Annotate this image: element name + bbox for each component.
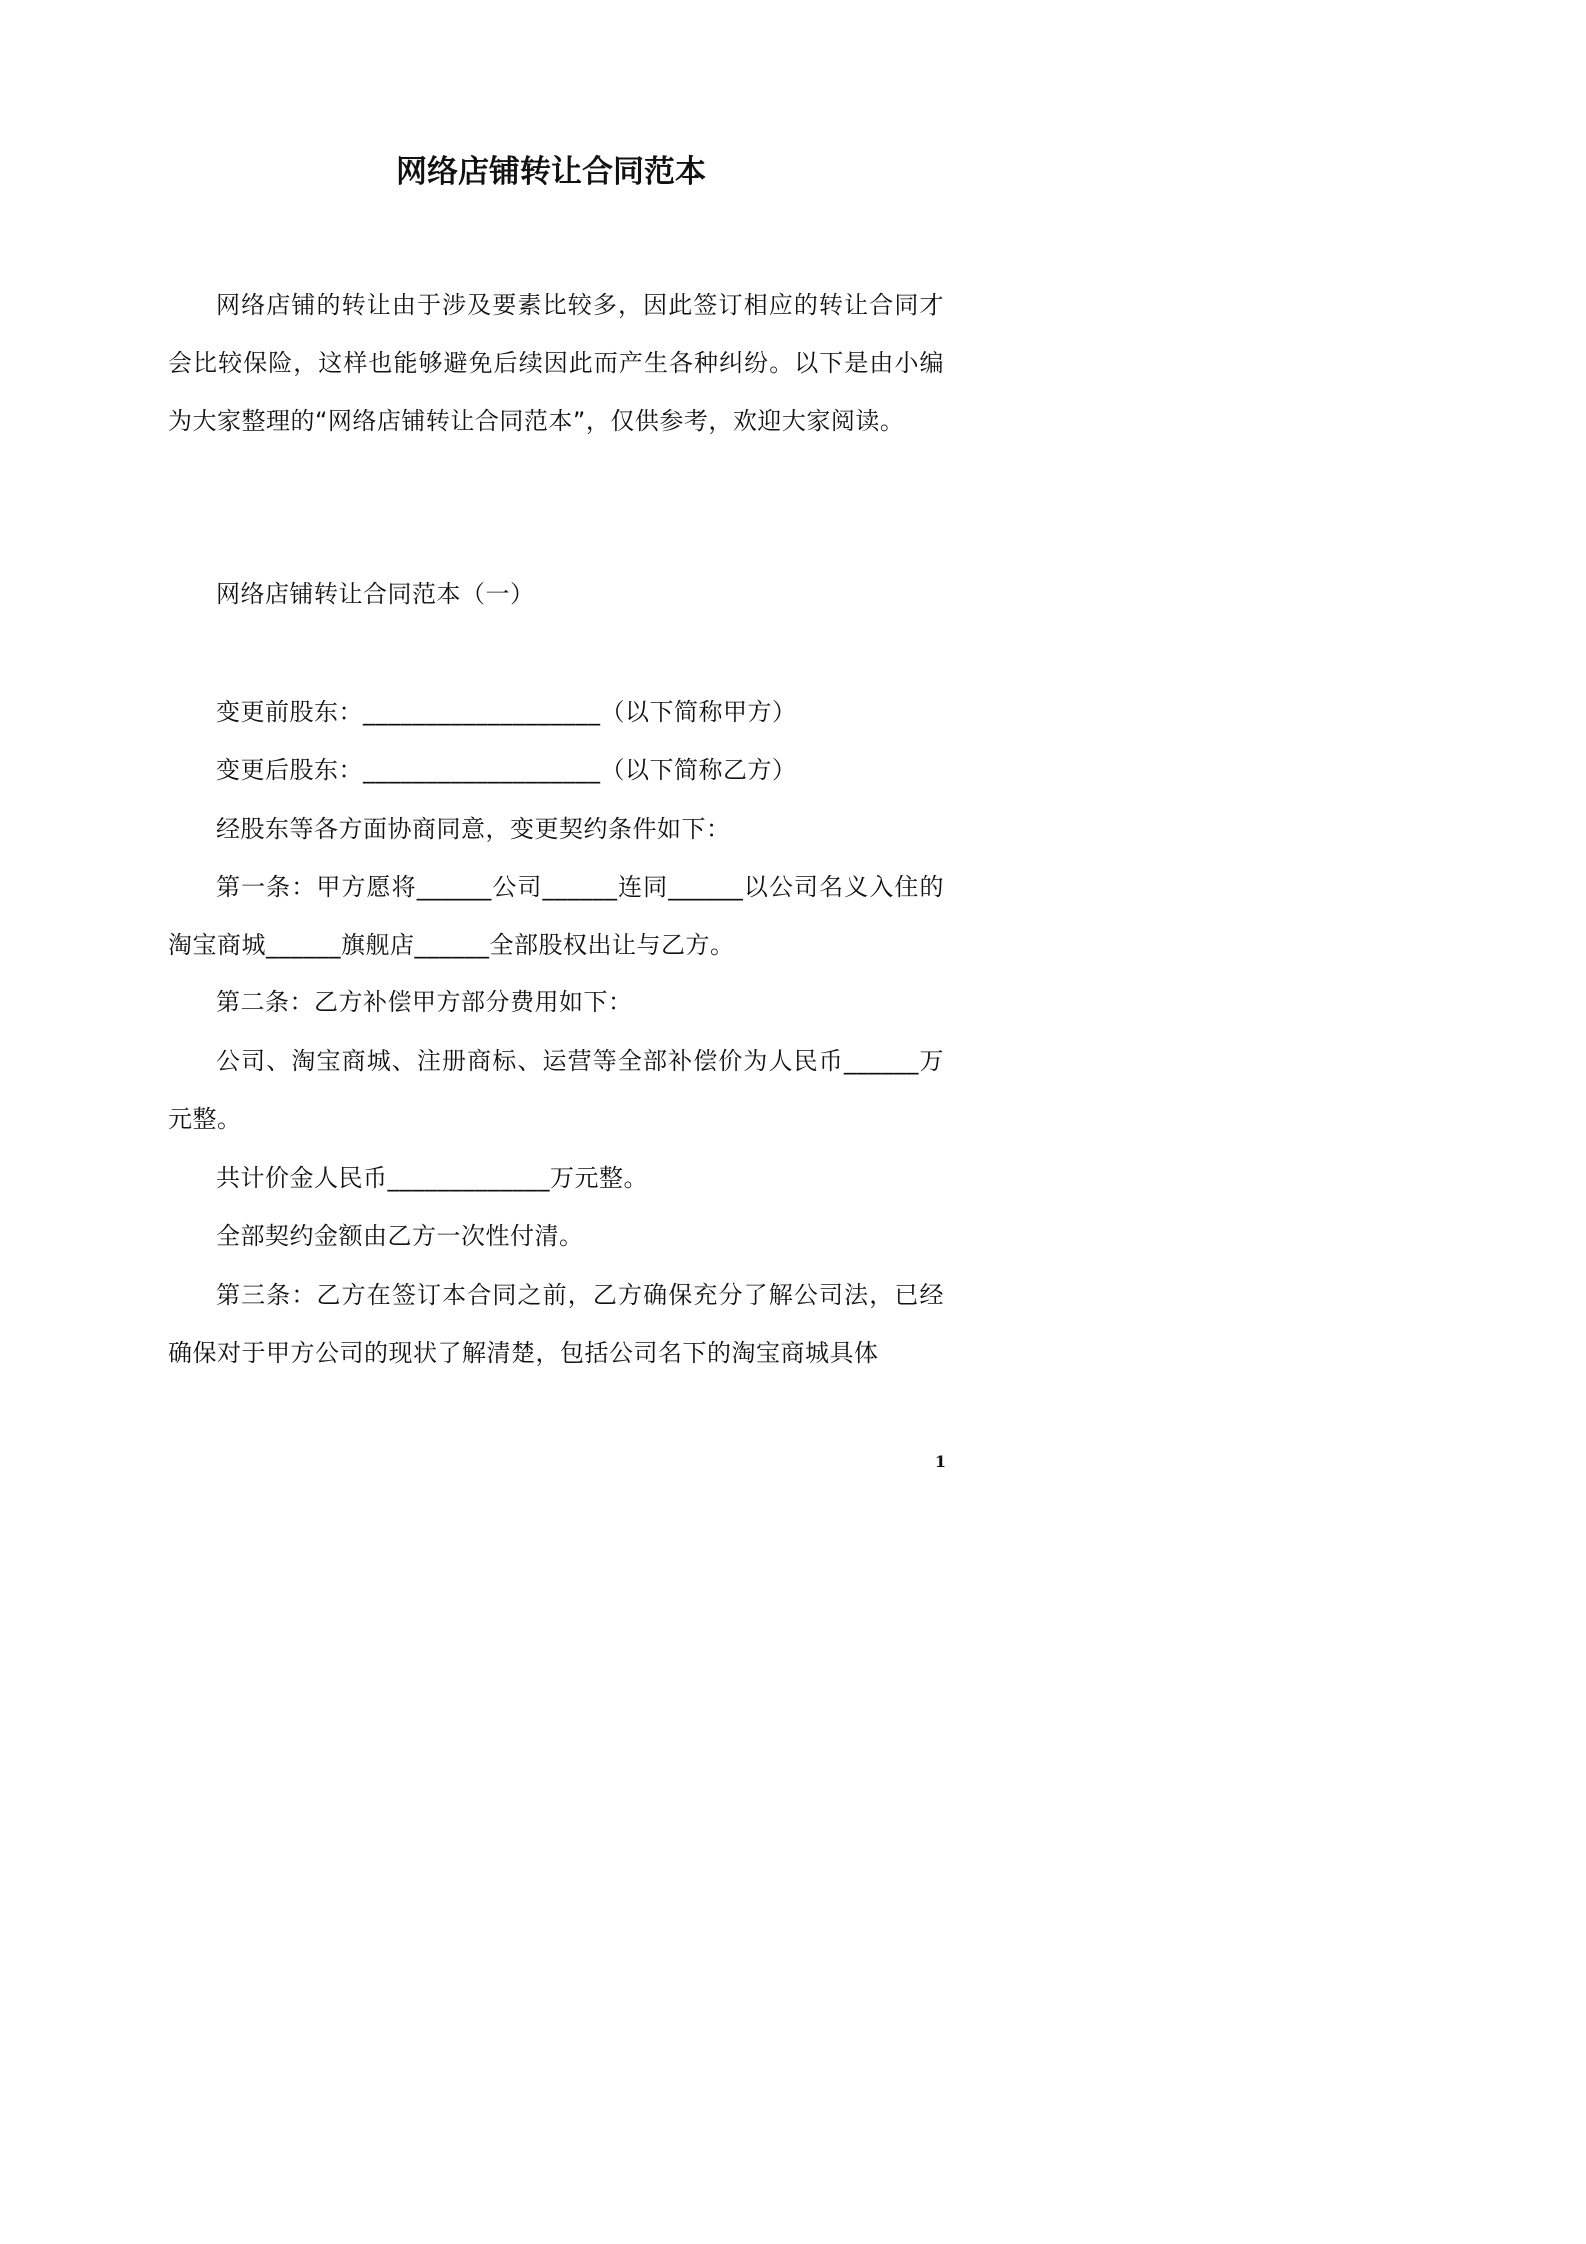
document-title: 网络店铺转让合同范本 [396, 154, 706, 190]
clause-total-price: 共计价金人民币_____________万元整。 [216, 1164, 648, 1192]
clause-agreement: 经股东等各方面协商同意，变更契约条件如下： [216, 815, 731, 843]
clause-payment: 全部契约金额由乙方一次性付清。 [216, 1222, 584, 1250]
clause-party-a: 变更前股东：___________________（以下简称甲方） [216, 698, 797, 726]
clause-article-3: 第三条：乙方在签订本合同之前，乙方确保充分了解公司法，已经确保对于甲方公司的现状了解清楚，包括公司名下的淘宝商城具体 [168, 1281, 944, 1367]
page-number: 1 [934, 1452, 946, 1471]
clause-party-b: 变更后股东：___________________（以下简称乙方） [216, 756, 797, 784]
section-subtitle: 网络店铺转让合同范本（一） [216, 580, 535, 608]
intro-paragraph: 网络店铺的转让由于涉及要素比较多，因此签订相应的转让合同才会比较保险，这样也能够避免后续因此而产生各种纠纷。以下是由小编为大家整理的“网络店铺转让合同范本”，仅供参考，欢迎大家阅读。 [168, 291, 944, 435]
clause-article-1: 第一条：甲方愿将______公司______连同______以公司名义入住的淘宝商城______旗舰店______全部股权出让与乙方。 [168, 873, 944, 959]
clause-article-2: 第二条：乙方补偿甲方部分费用如下： [216, 988, 633, 1016]
clause-compensation: 公司、淘宝商城、注册商标、运营等全部补偿价为人民币______万元整。 [168, 1047, 944, 1133]
